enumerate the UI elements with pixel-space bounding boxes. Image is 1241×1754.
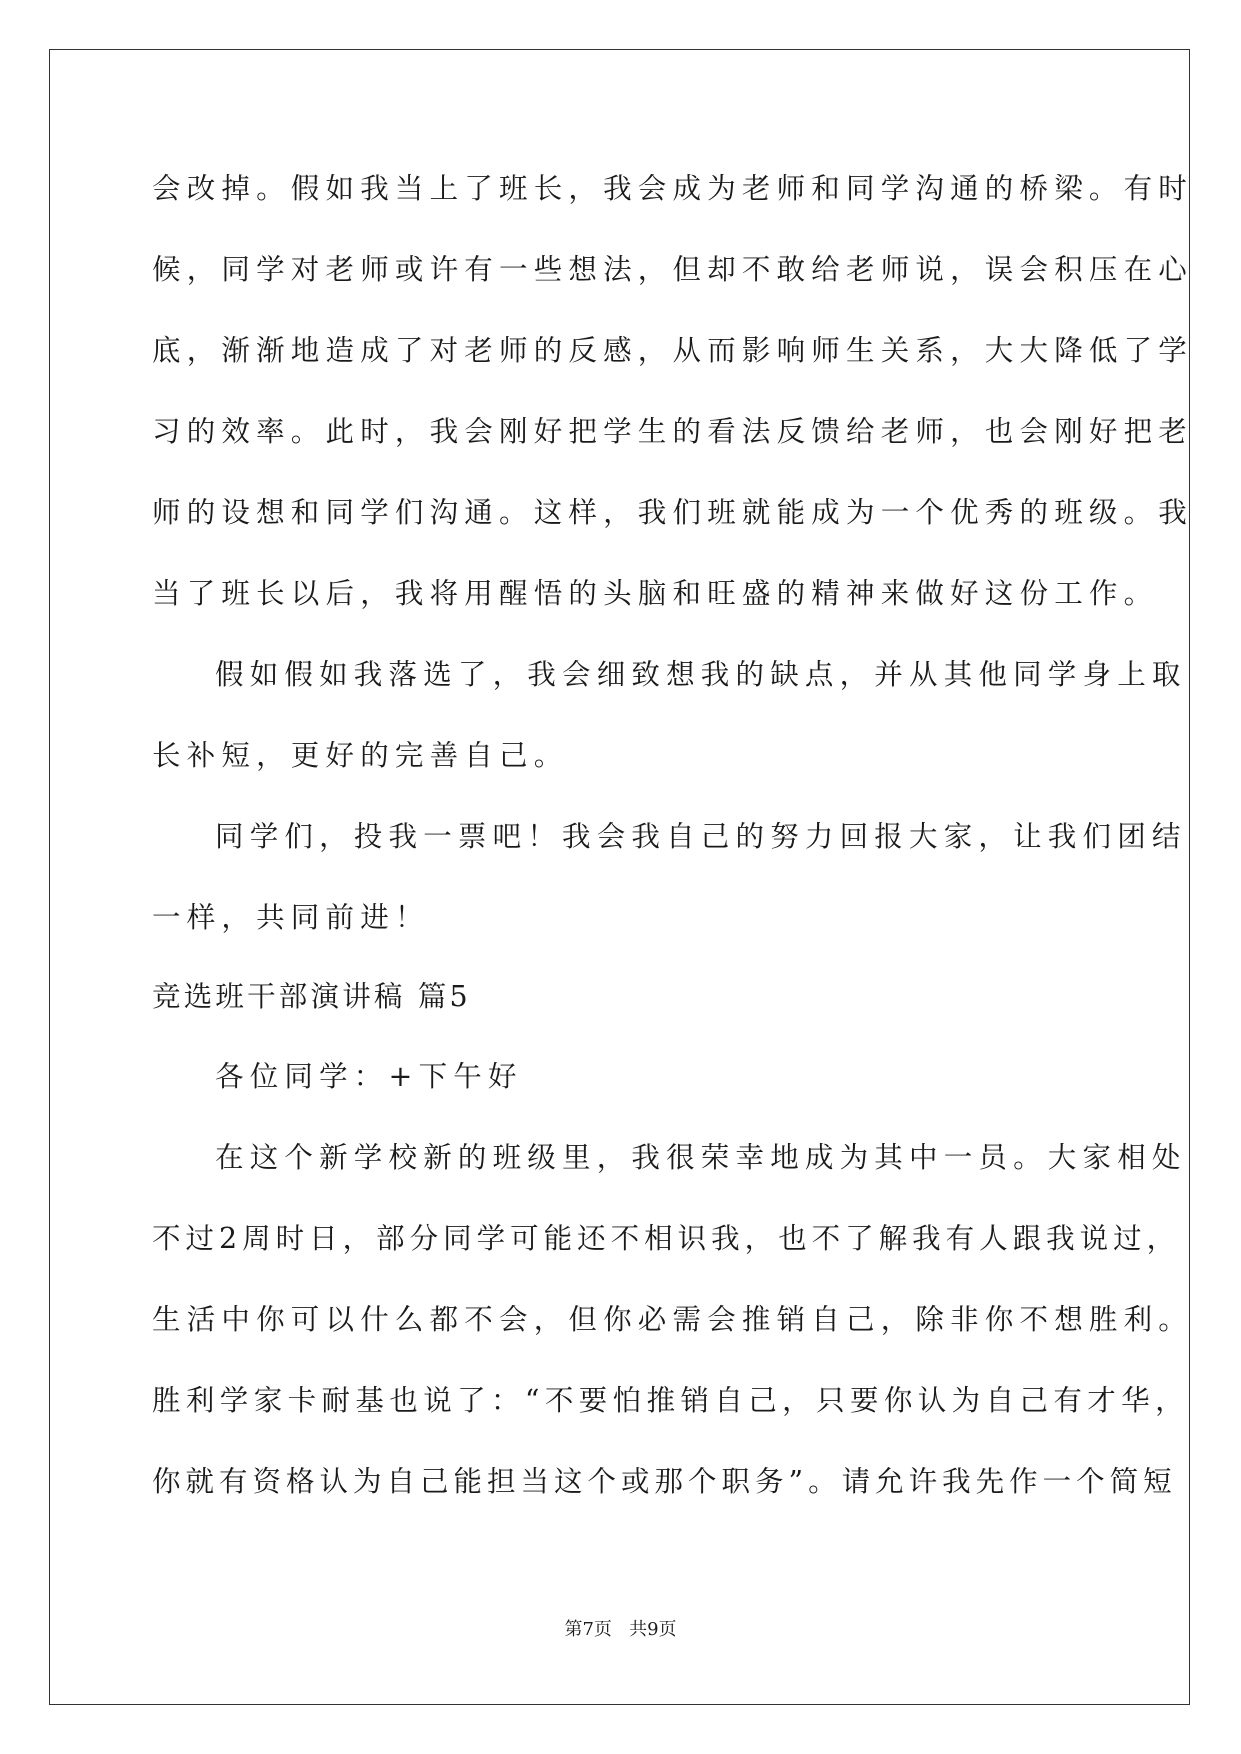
paragraph-line: 胜利学家卡耐基也说了：“不要怕推销自己，只要你认为自己有才华， [152, 1384, 1189, 1417]
paragraph-line: 同学们，投我一票吧！我会我自己的努力回报大家，让我们团结 [215, 820, 1187, 853]
paragraph-line: 习的效率。此时，我会刚好把学生的看法反馈给老师，也会刚好把老 [152, 415, 1194, 448]
paragraph-line: 长补短，更好的完善自己。 [152, 739, 569, 772]
paragraph-line: 候，同学对老师或许有一些想法，但却不敢给老师说，误会积压在心 [152, 253, 1194, 286]
paragraph-line: 你就有资格认为自己能担当这个或那个职务”。请允许我先作一个简短 [152, 1465, 1177, 1498]
paragraph-line: 在这个新学校新的班级里，我很荣幸地成为其中一员。大家相处 [215, 1141, 1187, 1174]
paragraph-line: 各位同学：+下午好 [215, 1060, 523, 1093]
paragraph-line: 不过2周时日，部分同学可能还不相识我，也不了解我有人跟我说过， [152, 1222, 1181, 1255]
paragraph-line: 底，渐渐地造成了对老师的反感，从而影响师生关系，大大降低了学 [152, 334, 1194, 367]
paragraph-line: 师的设想和同学们沟通。这样，我们班就能成为一个优秀的班级。我 [152, 496, 1194, 529]
paragraph-line: 会改掉。假如我当上了班长，我会成为老师和同学沟通的桥梁。有时 [152, 172, 1194, 205]
paragraph-line: 当了班长以后，我将用醒悟的头脑和旺盛的精神来做好这份工作。 [152, 577, 1159, 610]
page-number: 第7页 共9页 [564, 1619, 677, 1640]
paragraph-line: 生活中你可以什么都不会，但你必需会推销自己，除非你不想胜利。 [152, 1303, 1194, 1336]
paragraph-line: 假如假如我落选了，我会细致想我的缺点，并从其他同学身上取 [215, 658, 1187, 691]
paragraph-line: 一样，共同前进！ [152, 901, 430, 934]
page-border [49, 49, 1190, 1705]
section-heading: 竞选班干部演讲稿 篇5 [152, 980, 471, 1013]
